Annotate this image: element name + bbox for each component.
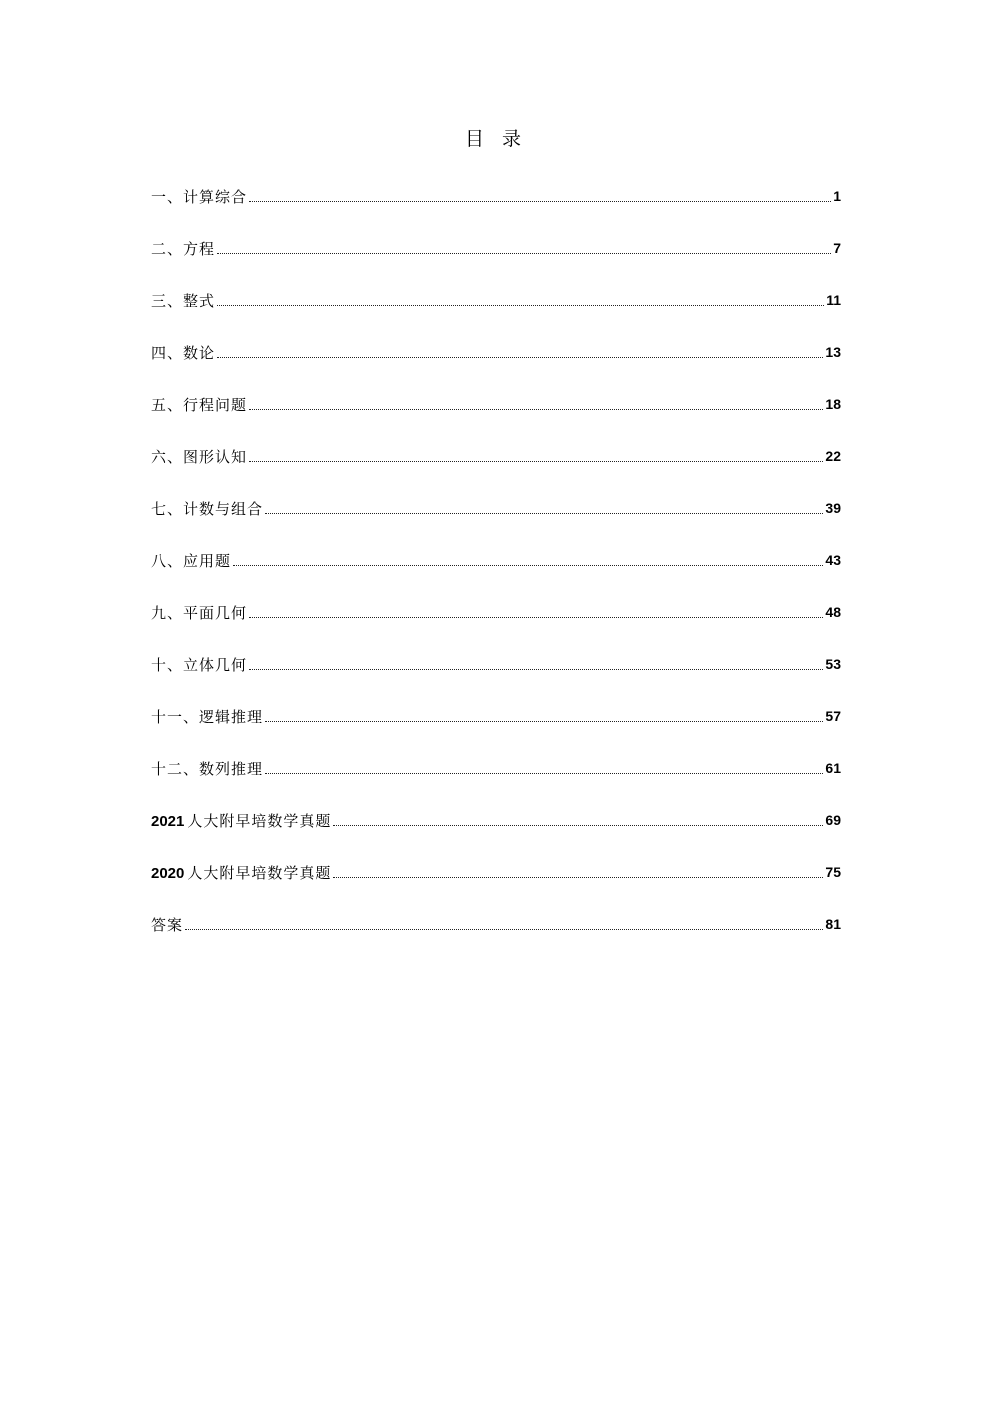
toc-entry-title: 人大附早培数学真题	[187, 811, 332, 830]
toc-entry[interactable]	[151, 534, 841, 586]
toc-entry-page: 57	[825, 708, 841, 724]
toc-entry-page: 11	[826, 292, 841, 308]
dot-leader	[217, 252, 831, 254]
toc-entry[interactable]	[151, 586, 841, 638]
toc-entry-label: 七、计数与组合	[151, 499, 264, 518]
dot-leader	[233, 564, 823, 566]
toc-entry[interactable]	[151, 430, 841, 482]
toc-entry[interactable]	[151, 222, 841, 274]
toc-entry-page: 69	[825, 812, 841, 828]
toc-entry-label: 八、应用题	[151, 551, 232, 570]
dot-leader	[249, 668, 823, 670]
toc-entry-year: 2021	[151, 812, 185, 830]
toc-entry-page: 22	[825, 448, 841, 464]
toc-entry[interactable]	[151, 274, 841, 326]
toc-entry-label: 十一、逻辑推理	[151, 707, 264, 726]
dot-leader	[217, 304, 824, 306]
dot-leader	[333, 824, 823, 826]
toc-entry-label	[151, 810, 331, 831]
dot-leader	[265, 512, 823, 514]
toc-entry-label: 三、整式	[151, 291, 216, 310]
toc-entry-page: 81	[825, 916, 841, 932]
toc-entry[interactable]	[151, 898, 841, 950]
toc-entry[interactable]	[151, 690, 841, 742]
toc-entry-title: 人大附早培数学真题	[187, 863, 332, 882]
toc-entry-page: 13	[825, 344, 841, 360]
toc-entry[interactable]	[151, 742, 841, 794]
toc-entry-page: 53	[825, 656, 841, 672]
toc-entry-page: 39	[825, 500, 841, 516]
toc-entry[interactable]	[151, 170, 841, 222]
toc-entry[interactable]	[151, 482, 841, 534]
toc-entry-page: 7	[833, 240, 841, 256]
dot-leader	[265, 720, 823, 722]
toc-entry-page: 48	[825, 604, 841, 620]
dot-leader	[249, 616, 823, 618]
dot-leader	[249, 200, 831, 202]
dot-leader	[333, 876, 823, 878]
dot-leader	[265, 772, 823, 774]
toc-entry[interactable]	[151, 846, 841, 898]
toc-entry-label: 十、立体几何	[151, 655, 248, 674]
toc-entry-page: 43	[825, 552, 841, 568]
toc-entry-label: 九、平面几何	[151, 603, 248, 622]
toc-entry-label: 四、数论	[151, 343, 216, 362]
toc-entry-label: 十二、数列推理	[151, 759, 264, 778]
toc-entry-page: 75	[825, 864, 841, 880]
toc-title: 目 录	[464, 128, 528, 150]
toc-entry-page: 1	[833, 188, 841, 204]
dot-leader	[217, 356, 823, 358]
dot-leader	[185, 928, 823, 930]
toc-entry-label: 二、方程	[151, 239, 216, 258]
toc-list	[151, 170, 841, 950]
toc-entry-label: 六、图形认知	[151, 447, 248, 466]
toc-entry[interactable]	[151, 638, 841, 690]
toc-entry[interactable]	[151, 794, 841, 846]
toc-entry-year: 2020	[151, 864, 185, 882]
toc-entry-label: 五、行程问题	[151, 395, 248, 414]
dot-leader	[249, 408, 823, 410]
dot-leader	[249, 460, 823, 462]
toc-entry[interactable]	[151, 326, 841, 378]
toc-entry-label: 答案	[151, 915, 184, 934]
toc-entry-page: 18	[825, 396, 841, 412]
toc-entry-page: 61	[825, 760, 841, 776]
toc-entry[interactable]	[151, 378, 841, 430]
toc-entry-label: 一、计算综合	[151, 187, 248, 206]
toc-entry-label	[151, 862, 331, 883]
